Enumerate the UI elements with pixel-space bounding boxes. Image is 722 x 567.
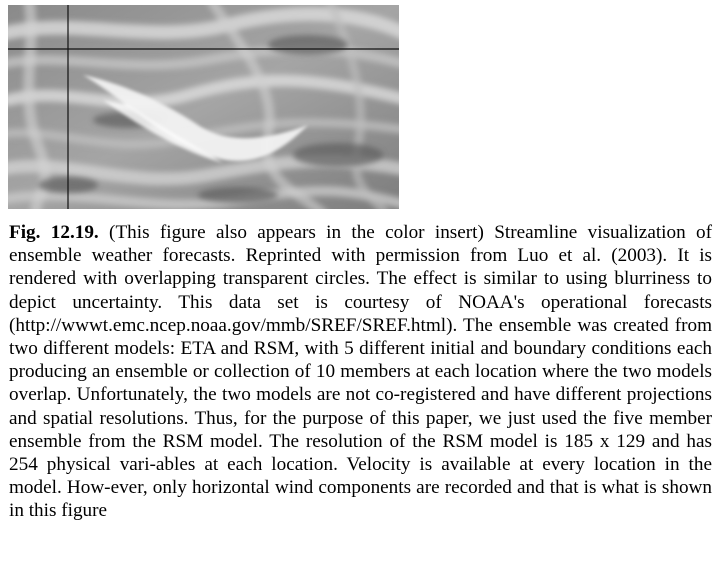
streamline-visualization-image xyxy=(8,5,399,209)
streamline-figure xyxy=(8,5,399,209)
figure-caption xyxy=(9,221,712,523)
caption-text: (This figure also appears in the color insert) Streamline visualization of ensemble weather forecasts. Reprinted with permission from Luo et al. (2003). It is rendered with overlapping transparent circles. The effect is similar to using blurriness to depict uncertainty. This data set is courtesy of NOAA's operational forecasts (http://wwwt.emc.ncep.noaa.gov/mmb/SREF/SREF.html). The ensemble was created from two different models: ETA and RSM, with 5 different initial and boundary conditions each producing an ensemble or collection of 10 members at each location where the two models overlap. Unfortunately, the two models are not co-registered and have different projections and spatial resolutions. Thus, for the purpose of this paper, we just used the five member ensemble from the RSM model. The resolution of the RSM model is 185 x 129 and has 254 physical vari-ables at each location. Velocity is available at every location in the model. How-ever, only horizontal wind components are recorded and that is what is shown in this figure xyxy=(9,222,712,522)
figure-label: Fig. 12.19. xyxy=(9,222,99,243)
